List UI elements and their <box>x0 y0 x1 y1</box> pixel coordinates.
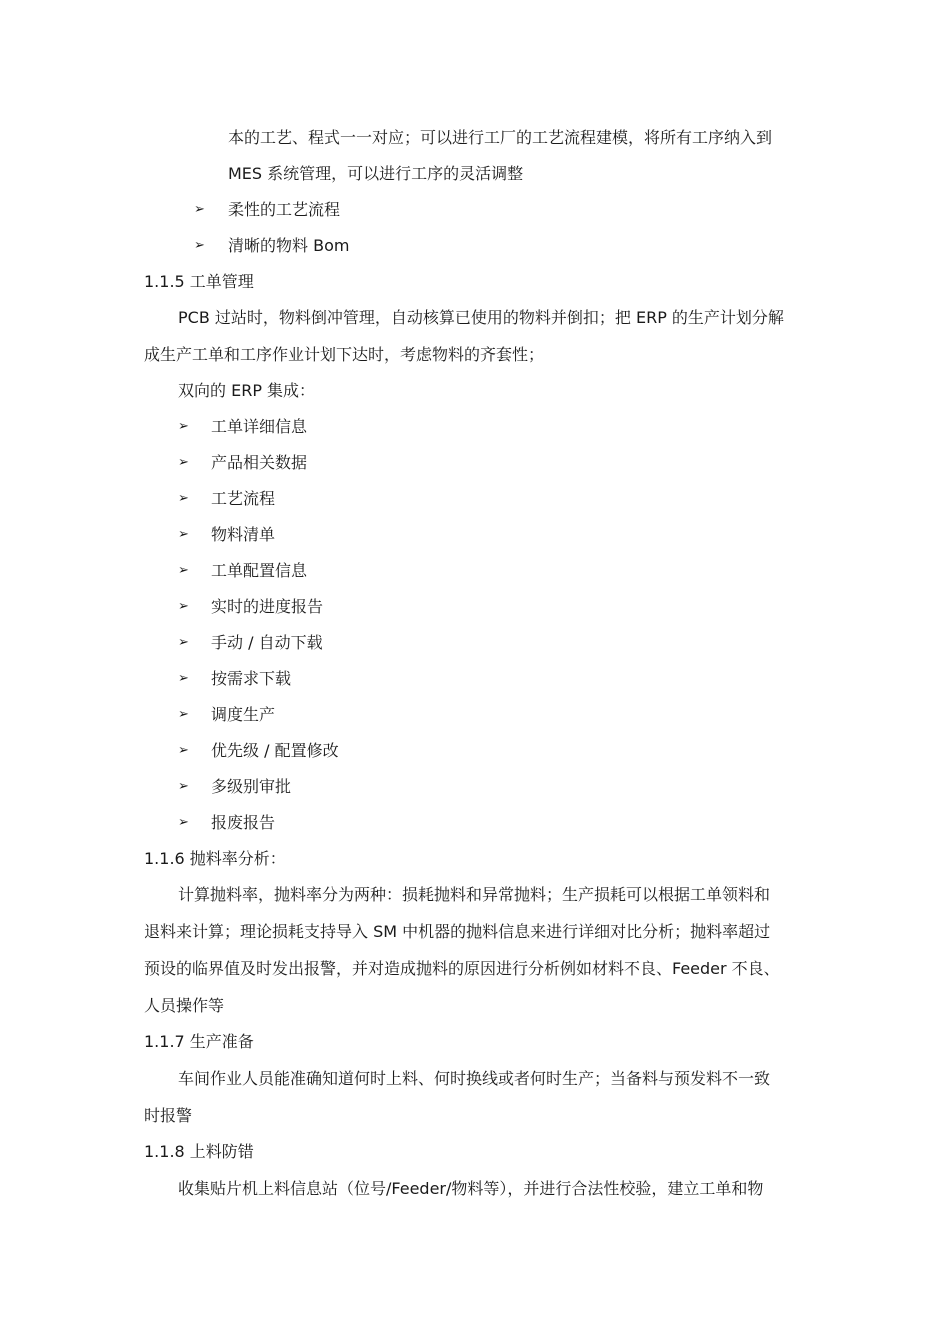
section-heading-116: 1.1.6 抛料率分析： <box>144 849 286 868</box>
paragraph-line: 预设的临界值及时发出报警，并对造成抛料的原因进行分析例如材料不良、Feeder 不良、 <box>144 959 780 978</box>
section-heading-117: 1.1.7 生产准备 <box>144 1032 254 1051</box>
subheading-erp: 双向的 ERP 集成： <box>178 381 316 400</box>
bullet-arrow-icon: ➢ <box>194 202 205 217</box>
bullet-arrow-icon: ➢ <box>178 779 189 794</box>
intro-line-1: 本的工艺、程式一一对应；可以进行工厂的工艺流程建模，将所有工序纳入到 <box>228 128 773 147</box>
list-item: 清晰的物料 Bom <box>228 236 350 255</box>
list-item: 工艺流程 <box>211 489 276 508</box>
bullet-arrow-icon: ➢ <box>178 815 189 830</box>
list-item: 柔性的工艺流程 <box>228 200 341 219</box>
list-item: 手动 / 自动下载 <box>211 633 323 652</box>
section-heading-115: 1.1.5 工单管理 <box>144 272 254 291</box>
list-item: 工单配置信息 <box>211 561 308 580</box>
list-item: 产品相关数据 <box>211 453 308 472</box>
paragraph-line: 退料来计算；理论损耗支持导入 SM 中机器的抛料信息来进行详细对比分析；抛料率超过 <box>144 922 771 941</box>
list-item: 调度生产 <box>211 705 276 724</box>
bullet-arrow-icon: ➢ <box>178 707 189 722</box>
section-heading-118: 1.1.8 上料防错 <box>144 1142 254 1161</box>
list-item: 按需求下载 <box>211 669 292 688</box>
list-item: 物料清单 <box>211 525 276 544</box>
bullet-arrow-icon: ➢ <box>178 491 189 506</box>
list-item: 实时的进度报告 <box>211 597 324 616</box>
bullet-arrow-icon: ➢ <box>178 563 189 578</box>
bullet-arrow-icon: ➢ <box>194 238 205 253</box>
bullet-arrow-icon: ➢ <box>178 419 189 434</box>
bullet-arrow-icon: ➢ <box>178 635 189 650</box>
paragraph-line: 成生产工单和工序作业计划下达时，考虑物料的齐套性； <box>144 345 545 364</box>
list-item: 报废报告 <box>211 813 276 832</box>
paragraph-line: 时报警 <box>144 1106 193 1125</box>
list-item: 优先级 / 配置修改 <box>211 741 339 760</box>
paragraph-line: 车间作业人员能准确知道何时上料、何时换线或者何时生产；当备料与预发料不一致 <box>178 1069 771 1088</box>
bullet-arrow-icon: ➢ <box>178 671 189 686</box>
intro-line-2: MES 系统管理，可以进行工序的灵活调整 <box>228 164 524 183</box>
paragraph-line: 收集贴片机上料信息站（位号/Feeder/物料等），并进行合法性校验，建立工单和物 <box>178 1179 764 1198</box>
paragraph-line: 计算抛料率，抛料率分为两种：损耗抛料和异常抛料；生产损耗可以根据工单领料和 <box>178 885 771 904</box>
paragraph-line: 人员操作等 <box>144 996 225 1015</box>
bullet-arrow-icon: ➢ <box>178 599 189 614</box>
bullet-arrow-icon: ➢ <box>178 527 189 542</box>
list-item: 多级别审批 <box>211 777 292 796</box>
paragraph-line: PCB 过站时，物料倒冲管理，自动核算已使用的物料并倒扣；把 ERP 的生产计划分解 <box>178 308 784 327</box>
list-item: 工单详细信息 <box>211 417 308 436</box>
bullet-arrow-icon: ➢ <box>178 743 189 758</box>
bullet-arrow-icon: ➢ <box>178 455 189 470</box>
